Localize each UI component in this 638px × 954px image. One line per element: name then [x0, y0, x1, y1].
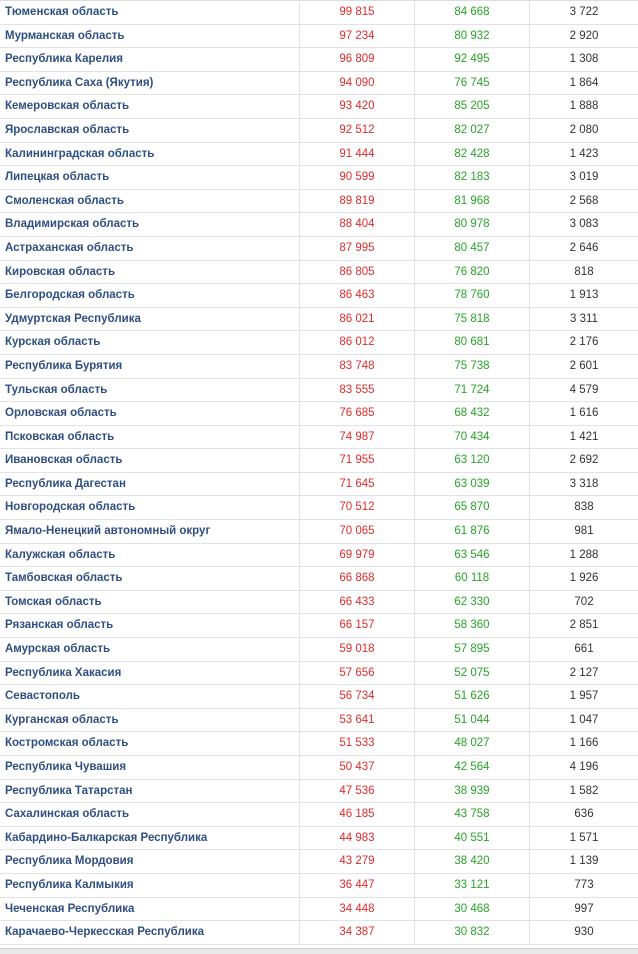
value-a-cell: 66 868	[300, 567, 415, 591]
value-a-cell: 50 437	[300, 756, 415, 780]
value-c-cell: 997	[530, 897, 638, 921]
region-cell[interactable]: Севастополь	[0, 685, 300, 709]
region-cell[interactable]: Мурманская область	[0, 24, 300, 48]
region-cell[interactable]: Тюменская область	[0, 1, 300, 25]
value-c-cell: 818	[530, 260, 638, 284]
table-row	[0, 142, 638, 166]
value-a-cell: 90 599	[300, 166, 415, 190]
region-cell[interactable]: Курская область	[0, 331, 300, 355]
region-cell[interactable]: Республика Бурятия	[0, 354, 300, 378]
value-b-cell: 80 978	[415, 213, 530, 237]
value-b-cell: 78 760	[415, 284, 530, 308]
value-a-cell: 87 995	[300, 236, 415, 260]
value-c-cell: 773	[530, 873, 638, 897]
value-b-cell: 52 075	[415, 661, 530, 685]
table-row	[0, 756, 638, 780]
value-c-cell: 2 692	[530, 449, 638, 473]
value-a-cell: 70 065	[300, 520, 415, 544]
region-cell[interactable]: Смоленская область	[0, 189, 300, 213]
value-b-cell: 76 820	[415, 260, 530, 284]
value-c-cell: 1 288	[530, 543, 638, 567]
value-b-cell: 60 118	[415, 567, 530, 591]
value-b-cell: 81 968	[415, 189, 530, 213]
table-row	[0, 826, 638, 850]
table-row	[0, 189, 638, 213]
value-a-cell: 93 420	[300, 95, 415, 119]
value-a-cell: 53 641	[300, 708, 415, 732]
value-b-cell: 82 428	[415, 142, 530, 166]
table-row	[0, 354, 638, 378]
value-c-cell: 1 957	[530, 685, 638, 709]
value-c-cell: 2 851	[530, 614, 638, 638]
table-row	[0, 496, 638, 520]
value-b-cell: 63 120	[415, 449, 530, 473]
table-row	[0, 779, 638, 803]
table-row	[0, 873, 638, 897]
value-a-cell: 91 444	[300, 142, 415, 166]
value-a-cell: 36 447	[300, 873, 415, 897]
value-b-cell: 80 457	[415, 236, 530, 260]
value-c-cell: 2 601	[530, 354, 638, 378]
value-c-cell: 3 019	[530, 166, 638, 190]
value-a-cell: 97 234	[300, 24, 415, 48]
region-cell[interactable]: Кемеровская область	[0, 95, 300, 119]
value-c-cell: 1 864	[530, 71, 638, 95]
value-b-cell: 42 564	[415, 756, 530, 780]
region-cell[interactable]: Костромская область	[0, 732, 300, 756]
value-b-cell: 48 027	[415, 732, 530, 756]
value-a-cell: 70 512	[300, 496, 415, 520]
table-row	[0, 95, 638, 119]
table-row	[0, 685, 638, 709]
value-c-cell: 1 913	[530, 284, 638, 308]
value-b-cell: 30 832	[415, 921, 530, 945]
value-c-cell: 2 920	[530, 24, 638, 48]
value-a-cell: 46 185	[300, 803, 415, 827]
value-b-cell: 85 205	[415, 95, 530, 119]
value-a-cell: 88 404	[300, 213, 415, 237]
region-cell[interactable]: Курганская область	[0, 708, 300, 732]
region-cell[interactable]: Ивановская область	[0, 449, 300, 473]
value-a-cell: 86 021	[300, 307, 415, 331]
value-a-cell: 69 979	[300, 543, 415, 567]
value-a-cell: 86 463	[300, 284, 415, 308]
value-c-cell: 981	[530, 520, 638, 544]
table-row	[0, 590, 638, 614]
value-c-cell: 3 722	[530, 1, 638, 25]
value-c-cell: 1 616	[530, 402, 638, 426]
horizontal-scrollbar[interactable]	[0, 948, 638, 954]
value-a-cell: 83 555	[300, 378, 415, 402]
value-a-cell: 43 279	[300, 850, 415, 874]
value-b-cell: 40 551	[415, 826, 530, 850]
region-cell[interactable]: Липецкая область	[0, 166, 300, 190]
value-c-cell: 2 080	[530, 118, 638, 142]
value-b-cell: 92 495	[415, 48, 530, 72]
table-body	[0, 1, 638, 945]
value-b-cell: 84 668	[415, 1, 530, 25]
value-c-cell: 4 579	[530, 378, 638, 402]
value-a-cell: 66 433	[300, 590, 415, 614]
value-a-cell: 71 955	[300, 449, 415, 473]
region-cell[interactable]: Калининградская область	[0, 142, 300, 166]
table-row	[0, 260, 638, 284]
table-row	[0, 331, 638, 355]
value-b-cell: 33 121	[415, 873, 530, 897]
region-cell[interactable]: Кабардино-Балкарская Республика	[0, 826, 300, 850]
value-a-cell: 59 018	[300, 638, 415, 662]
value-b-cell: 63 039	[415, 472, 530, 496]
region-cell[interactable]: Чеченская Республика	[0, 897, 300, 921]
region-cell[interactable]: Калужская область	[0, 543, 300, 567]
value-c-cell: 1 582	[530, 779, 638, 803]
region-cell[interactable]: Республика Чувашия	[0, 756, 300, 780]
region-cell[interactable]: Кировская область	[0, 260, 300, 284]
region-cell[interactable]: Республика Мордовия	[0, 850, 300, 874]
table-row	[0, 71, 638, 95]
value-c-cell: 2 127	[530, 661, 638, 685]
value-b-cell: 82 027	[415, 118, 530, 142]
value-a-cell: 96 809	[300, 48, 415, 72]
table-row	[0, 449, 638, 473]
value-c-cell: 702	[530, 590, 638, 614]
region-cell[interactable]: Орловская область	[0, 402, 300, 426]
table-row	[0, 567, 638, 591]
value-a-cell: 74 987	[300, 425, 415, 449]
value-b-cell: 38 420	[415, 850, 530, 874]
region-cell[interactable]: Ямало-Ненецкий автономный округ	[0, 520, 300, 544]
value-c-cell: 3 311	[530, 307, 638, 331]
region-cell[interactable]: Тульская область	[0, 378, 300, 402]
table-row	[0, 307, 638, 331]
region-cell[interactable]: Псковская область	[0, 425, 300, 449]
region-cell[interactable]: Астраханская область	[0, 236, 300, 260]
value-c-cell: 1 888	[530, 95, 638, 119]
value-b-cell: 61 876	[415, 520, 530, 544]
value-b-cell: 38 939	[415, 779, 530, 803]
region-cell[interactable]: Удмуртская Республика	[0, 307, 300, 331]
region-cell[interactable]: Белгородская область	[0, 284, 300, 308]
value-c-cell: 1 571	[530, 826, 638, 850]
value-a-cell: 57 656	[300, 661, 415, 685]
table-row	[0, 850, 638, 874]
table-row	[0, 402, 638, 426]
value-a-cell: 83 748	[300, 354, 415, 378]
region-cell[interactable]: Томская область	[0, 590, 300, 614]
table-row	[0, 472, 638, 496]
region-cell[interactable]: Тамбовская область	[0, 567, 300, 591]
region-cell[interactable]: Амурская область	[0, 638, 300, 662]
table-row	[0, 48, 638, 72]
table-row	[0, 732, 638, 756]
region-cell[interactable]: Республика Татарстан	[0, 779, 300, 803]
value-b-cell: 58 360	[415, 614, 530, 638]
value-b-cell: 68 432	[415, 402, 530, 426]
value-b-cell: 70 434	[415, 425, 530, 449]
value-b-cell: 51 626	[415, 685, 530, 709]
table-row	[0, 118, 638, 142]
region-cell[interactable]: Сахалинская область	[0, 803, 300, 827]
value-b-cell: 65 870	[415, 496, 530, 520]
value-c-cell: 2 176	[530, 331, 638, 355]
table-row	[0, 425, 638, 449]
value-c-cell: 3 318	[530, 472, 638, 496]
table-row	[0, 520, 638, 544]
region-cell[interactable]: Владимирская область	[0, 213, 300, 237]
value-c-cell: 661	[530, 638, 638, 662]
table-row	[0, 661, 638, 685]
value-b-cell: 43 758	[415, 803, 530, 827]
value-b-cell: 62 330	[415, 590, 530, 614]
region-cell[interactable]: Рязанская область	[0, 614, 300, 638]
region-cell[interactable]: Республика Карелия	[0, 48, 300, 72]
value-a-cell: 34 448	[300, 897, 415, 921]
table-row	[0, 638, 638, 662]
value-a-cell: 99 815	[300, 1, 415, 25]
table-row	[0, 921, 638, 945]
value-b-cell: 80 932	[415, 24, 530, 48]
value-c-cell: 1 423	[530, 142, 638, 166]
value-a-cell: 89 819	[300, 189, 415, 213]
table-row	[0, 708, 638, 732]
value-c-cell: 2 646	[530, 236, 638, 260]
region-cell[interactable]: Республика Саха (Якутия)	[0, 71, 300, 95]
value-b-cell: 75 738	[415, 354, 530, 378]
value-b-cell: 51 044	[415, 708, 530, 732]
value-a-cell: 94 090	[300, 71, 415, 95]
value-c-cell: 1 139	[530, 850, 638, 874]
value-c-cell: 1 047	[530, 708, 638, 732]
table-row	[0, 1, 638, 25]
value-a-cell: 92 512	[300, 118, 415, 142]
value-a-cell: 71 645	[300, 472, 415, 496]
value-c-cell: 636	[530, 803, 638, 827]
table-row	[0, 378, 638, 402]
region-cell[interactable]: Новгородская область	[0, 496, 300, 520]
value-b-cell: 76 745	[415, 71, 530, 95]
value-a-cell: 66 157	[300, 614, 415, 638]
value-b-cell: 82 183	[415, 166, 530, 190]
value-b-cell: 80 681	[415, 331, 530, 355]
value-c-cell: 3 083	[530, 213, 638, 237]
value-a-cell: 86 012	[300, 331, 415, 355]
table-row	[0, 614, 638, 638]
value-b-cell: 30 468	[415, 897, 530, 921]
table-row	[0, 284, 638, 308]
value-a-cell: 56 734	[300, 685, 415, 709]
value-c-cell: 930	[530, 921, 638, 945]
value-a-cell: 86 805	[300, 260, 415, 284]
value-b-cell: 75 818	[415, 307, 530, 331]
table-row	[0, 24, 638, 48]
value-c-cell: 838	[530, 496, 638, 520]
value-b-cell: 63 546	[415, 543, 530, 567]
value-c-cell: 1 421	[530, 425, 638, 449]
value-c-cell: 4 196	[530, 756, 638, 780]
value-a-cell: 51 533	[300, 732, 415, 756]
region-cell[interactable]: Карачаево-Черкесская Республика	[0, 921, 300, 945]
value-a-cell: 76 685	[300, 402, 415, 426]
value-c-cell: 2 568	[530, 189, 638, 213]
value-a-cell: 34 387	[300, 921, 415, 945]
value-a-cell: 47 536	[300, 779, 415, 803]
region-cell[interactable]: Республика Калмыкия	[0, 873, 300, 897]
table-row	[0, 543, 638, 567]
value-a-cell: 44 983	[300, 826, 415, 850]
value-b-cell: 71 724	[415, 378, 530, 402]
table-row	[0, 213, 638, 237]
region-cell[interactable]: Республика Дагестан	[0, 472, 300, 496]
value-c-cell: 1 308	[530, 48, 638, 72]
table-row	[0, 166, 638, 190]
value-b-cell: 57 895	[415, 638, 530, 662]
region-cell[interactable]: Ярославская область	[0, 118, 300, 142]
table-row	[0, 803, 638, 827]
value-c-cell: 1 166	[530, 732, 638, 756]
region-cell[interactable]: Республика Хакасия	[0, 661, 300, 685]
table-row	[0, 236, 638, 260]
table-row	[0, 897, 638, 921]
value-c-cell: 1 926	[530, 567, 638, 591]
